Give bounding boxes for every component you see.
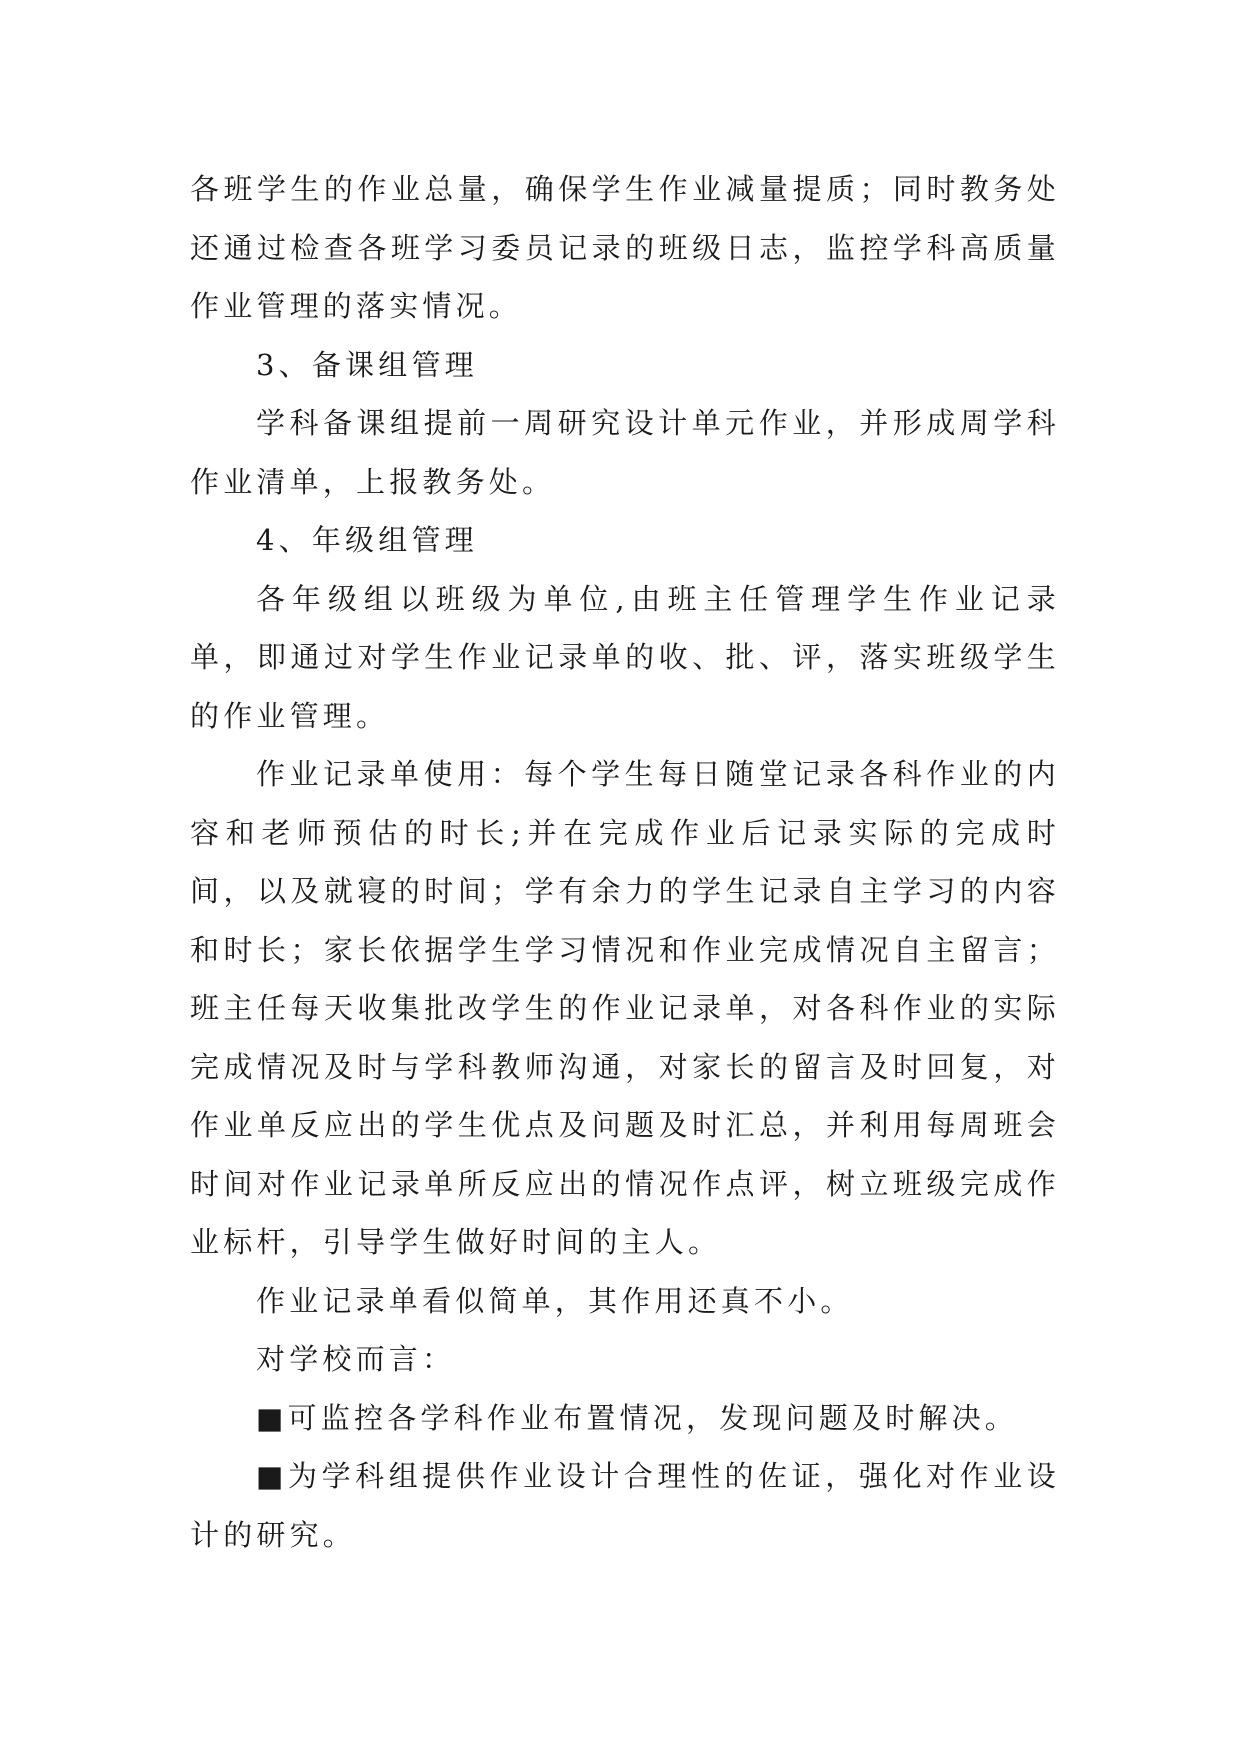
bullet-item-evidence: ■为学科组提供作业设计合理性的佐证，强化对作业设计的研究。: [190, 1459, 1060, 1552]
paragraph-intro-continuation: 各班学生的作业总量，确保学生作业减量提质；同时教务处还通过检查各班学习委员记录的班级日志，监控学科高质量作业管理的落实情况。: [190, 172, 1060, 323]
paragraph-record-sheet-summary: 作业记录单看似简单，其作用还真不小。: [256, 1283, 854, 1318]
paragraph-record-sheet-usage: 作业记录单使用：每个学生每日随堂记录各科作业的内容和老师预估的时长;并在完成作业后记录实际的完成时间，以及就寝的时间；学有余力的学生记录自主学习的内容和时长；家长依据学生学习情况和作业完成情况自主留言；班主任每天收集批改学生的作业记录单，对各科作业的实际完成情况及时与学科教师沟通，对家长的留言及时回复，对作业单反应出的学生优点及问题及时汇总，并利用每周班会时间对作业记录单所反应出的情况作点评，树立班级完成作业标杆，引导学生做好时间的主人。: [190, 757, 1060, 1259]
bullet-item-monitoring: ■可监控各学科作业布置情况，发现问题及时解决。: [256, 1400, 1019, 1435]
section-heading-grade-group: 4、年级组管理: [256, 523, 478, 557]
paragraph-lesson-prep-group: 学科备课组提前一周研究设计单元作业，并形成周学科作业清单，上报教务处。: [190, 406, 1060, 499]
document-body: [190, 160, 1060, 1564]
paragraph-for-school: 对学校而言：: [256, 1342, 456, 1376]
paragraph-grade-group: 各年级组以班级为单位,由班主任管理学生作业记录单，即通过对学生作业记录单的收、批、评，落实班级学生的作业管理。: [190, 581, 1060, 733]
section-heading-lesson-prep-group: 3、备课组管理: [256, 347, 478, 382]
